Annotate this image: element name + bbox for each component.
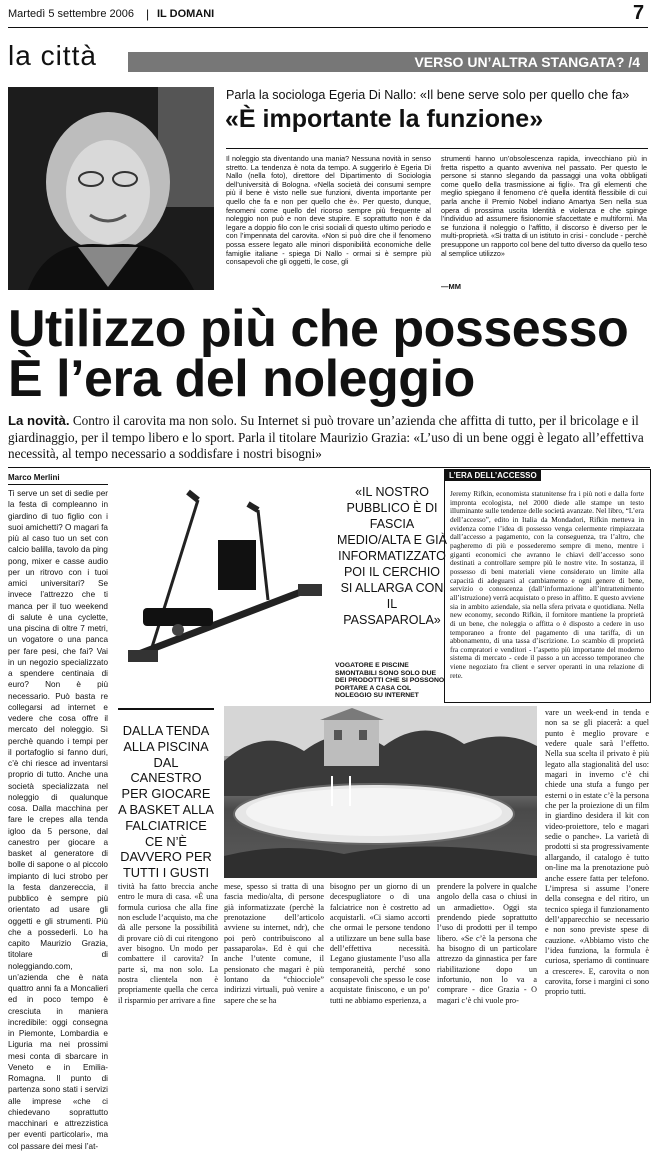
lead-label: La novità. (8, 413, 70, 428)
photo-caption: VOGATORE E PISCINE SMONTABILI SONO SOLO DUE DEI PRODOTTI CHE SI POSSONO PORTARE A CASA COL NOLEGGIO SU INTERNET (335, 662, 445, 699)
byline-rule (8, 484, 108, 485)
main-headline-line-2: È l’era del noleggio (8, 350, 475, 408)
interview-kicker: Parla la sociologa Egeria Di Nallo: «Il bene serve solo per quello che fa» (226, 88, 630, 102)
lead-paragraph (8, 413, 650, 463)
lead-text: Contro il carovita ma non solo. Su Internet si può trovare un’azienda che affitta di tutto, per il bricolage e il giardinaggio, per il tempo libero e lo sport. Parla il titolare Maurizio Grazia: «L’uso di un bene oggi è legato all’effettiva necessità, al tempo necessario a soddisfare i nostri bisogni» (8, 413, 644, 461)
pool-photo (224, 706, 537, 878)
main-headline-line-1: Utilizzo più che possesso (8, 300, 629, 358)
portrait-photo (8, 87, 214, 290)
rowing-machine-illustration (118, 480, 330, 695)
portrait-illustration (8, 87, 214, 290)
lead-rule (8, 467, 650, 468)
article-column-5: prendere la polvere in qualche angolo della casa o chiusi in un armadietto». Oggi sta prendendo piede soprattutto l’uso di prodotti per il tempo libero. «Se c’è la persona che ha bisogno di un particolare attrezzo da ginnastica per fare riabilitazione dopo un infortunio, non lo va a comprare - dice Grazia - O magari c’è chi vuole pro- (437, 882, 537, 1005)
issue-date: Martedì 5 settembre 2006 (8, 8, 134, 20)
interview-column-1: Il noleggio sta diventando una mania? Nessuna novità in senso stretto. La tendenza è nota da tempo. A suggerirlo è Egeria Di Nallo (nella foto), direttore del Dipartimento di Sociologia dell’università di Bologna. «Nella società dei consumi sempre più il bene è visto nelle sue funzioni, diventa importante per quello che fa e non per quello che è». Per questo, dunque, fenomeni come quello del ricorso sempre più frequente al noleggio non può e non deve stupire. E soprattutto non è da legare a doppio filo con le crisi sociali di questo ultimo periodo e con l’impennata del carovita. «Non si può dire che il fenomeno possa essere legato alle minori disponibilità economiche delle famiglie italiane - spiega Di Nallo - ormai si è sempre più consapevoli che gli oggetti, le cose, gli (226, 154, 431, 267)
pullquote-2-top-rule (118, 708, 214, 710)
rowing-machine-photo (118, 480, 330, 695)
header-rule (8, 27, 648, 28)
interview-signature: —MM (441, 282, 461, 291)
interview-headline: «È importante la funzione» (225, 105, 544, 133)
interview-rule (226, 148, 648, 149)
interview-column-2: strumenti hanno un’obsolescenza rapida, invecchiano più in fretta rispetto a quanto avveniva nel passato. Per questo le persone si stanno slegando da passaggi una volta obbligati come quello della trasmissione ai figli». Tra gli elementi che meglio spiegano il fenomeno c’è quella identità flessibile di cui parla anche il Premio Nobel indiano Amartya Sen nella sua opera di prossima uscita Identità e violenza e che spinge l’individuo ad assumere fisionomie sfaccettate e multiformi. Ma se funziona il noleggio o l’affitto, il discorso è diverso per le multi-proprietà. «Si tratta di un istituto in crisi - conclude - perchè presuppone un rapporto col bene del tutto diverso da quello teso al semplice utilizzo» (441, 154, 647, 258)
sidebar-label: L’ERA DELL’ACCESSO (445, 470, 541, 481)
section-banner: VERSO UN’ALTRA STANGATA? /4 (128, 52, 648, 72)
pullquote-audience: «IL NOSTRO PUBBLICO È DI FASCIA MEDIO/ALTA E GIÀ INFORMATIZZATO POI IL CERCHIO SI ALLARGA CON IL PASSAPAROLA» (337, 485, 447, 627)
article-column-4: bisogno per un giorno di un decespugliatore o di una falciatrice non è costretto ad acquistarli. «Ci siamo accorti che ormai le persone tendono a utilizzare un bene sulla base dell’effettiva necessità. Legano giustamente l’uso alla temporaneità, perché sono consapevoli che spesso le cose acquistate finiscono, e un po’ tutti ne abbiamo esperienza, a (330, 882, 430, 1005)
newspaper-name: IL DOMANI (157, 8, 215, 20)
section-title: la città (8, 40, 97, 71)
article-column-2: tività ha fatto breccia anche entro le mura di casa. «È una formula curiosa che alla fine non esclude l’acquisto, ma che dà alle persone la possibilità di provare ciò di cui ritengono aver bisogno. Un modo per combattere il carovita? In parte sì, ma non solo. La nostra clientela non è propriamente quella che cerca il risparmio per arrivare a fine (118, 882, 218, 1005)
article-column-left: Ti serve un set di sedie per la festa di compleanno in giardino di tuo figlio con i suoi amichetti? O magari fa più al caso tuo un set con calcio balilla, tavolo da ping pong, mixer e casse audio per un ritrovo con i tuoi amici universitari? Se invece l’attrezzo che ti manca per il tuo weekend di salute è una cyclette, una piscina di oltre 7 metri, un vogatore o una panca per fare pesi, che fai? Vai in un negozio specializzato a spendere centinaia di euro? Non è più necessario. Può basta re collegarsi ad internet e vedere che cosa offre il mercato del noleggio. Sì perchè quando i tempi per il portafoglio si fanno duri, c’è chi riesce ad inventarsi proprio di tutto. Anche una società specializzata nel noleggio di qualunque cosa. Dalla macchina per fare le crepes alla tenda igloo da 5 persone, dal canestro per giocare a basket al generatore di bolle di sapone o al piccolo impianto di luci strobo per la festa danzereccia, il pubblico è sempre più orientato ad usare gli oggetti e gli strumenti. Più che a possederli. Lo ha capito Maurizio Grazia, titolare di noleggiando.com, un’azienda che è nata quattro anni fa a Moncalieri ed in poco tempo è cresciuta in maniera incredibile: oggi consegna in Piemonte, Lombardia e Liguria ma nei prossimi mesi conta di sbarcare in Veneto e in Emilia-Romagna. Il punto di partenza sono stati i servizi alle imprese «che ci chiedevano soprattutto macchinari e attrezzistica per eventi particolari», ma col passare dei mesi l’at- (8, 489, 108, 1151)
article-column-right: vare un week-end in tenda e non sa se gli piacerà: a quel punto è meglio provare e vedere quale sarà l’effetto. Nella sua scelta il privato è più legato alla stagionalità del uso: magari in inverno c’è chi chiede una stufa a fungo per esterni o in estate c’è la persona che per la proiezione di un film in giardino desidera il kit con video-proiettore, telo e magari sedie o panche». La varietà di prodotti si sta progressivamente allargando, il catalogo è tutto on-line ma la prenotazione può anche essere fatta per telefono. L’impresa si assume l’onere della consegna e del ritiro, un tecnico spiega il funzionamento dell’apparecchio se necessario e non sono previste spese di cauzione. «Abbiamo visto che l’idea funziona, la formula è curiosa, speriamo di continuare a crescere». E, carovita o non carovita, forse i margini ci sono proprio tutti. (545, 708, 649, 997)
sidebar-text: Jeremy Rifkin, economista statunitense fra i più noti e dalla forte impronta ecologista, nel 2000 diede alle stampe un testo illuminante sulle tendenze delle società avanzate. Nel libro, “L’era dell’accesso”, edito in Italia da Mondadori, Rifkin metteva in evidenza come l’idea di possesso venga celermente rimpiazzata dall’accesso a pagamento, con la conseguenza, tra l’altro, che pagheremo di più e possederemo sempre di meno, mentre i giganti economici che avranno le chiavi dell’accesso sono destinati a controllare sempre più le nostre vite. In sostanza, il possesso di beni materiali viene considerato un limite alla capacità di adeguarsi al cambiamento e ogni genere di bene, servizio o conoscenza (dall’informazione all’intrattenimento all’istruzione) verrà acquistato o preso in affitto. E questo avviene sia in ambito aziendale, sia nella sfera privata e quotidiana. Nella new economy, secondo Rifkin, il fornitore mantiene la proprietà di un bene, che noleggia o affitta o è disposto a cedere in uso temporaneo a fronte del pagamento di una tariffa, di un abbonamento, di una tassa d’iscrizione. Lo scambio di proprietà fra compratori e venditori - l’aspetto più importante del moderno sistema di mercato - cede il passo a un accesso temporaneo che viene negoziato fra client e server operanti in una relazione di rete. (450, 489, 644, 680)
pool-illustration (224, 706, 537, 878)
byline: Marco Merlini (8, 473, 60, 482)
header-separator: | (146, 7, 150, 21)
pullquote-variety: DALLA TENDA ALLA PISCINA DAL CANESTRO PER GIOCARE A BASKET ALLA FALCIATRICE CE N’È DAVVERO PER TUTTI I GUSTI (118, 723, 214, 881)
page-number: 7 (633, 2, 645, 24)
article-column-3: mese, spesso si tratta di una fascia medio/alta, di persone già informatizzate (perchè la prenotazione dell’articolo avviene su internet, ndr), che poi però contribuiscono al passaparola». Ed è qui che anche l’utente comune, il pensionato che magari è più lontano da “chiocciole” indirizzi virtuali, può venire a sapere che se ha (224, 882, 324, 1005)
